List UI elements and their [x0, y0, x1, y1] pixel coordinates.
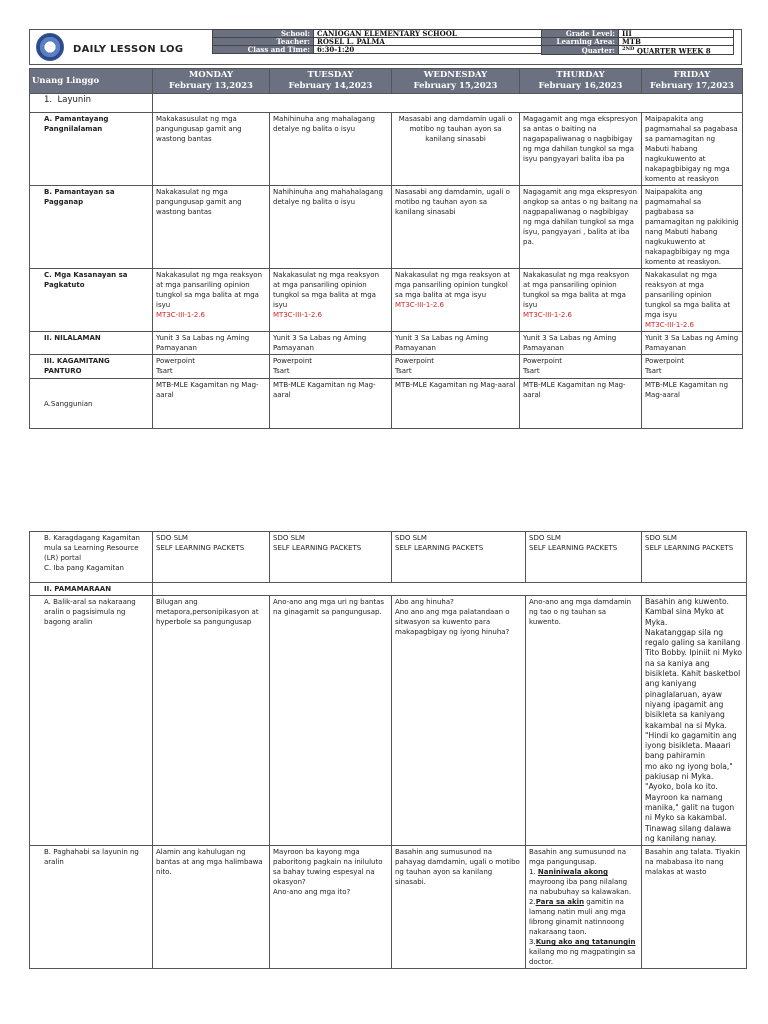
- cell: MTB-MLE Kagamitan ng Mag-aaral: [520, 379, 642, 429]
- cell: Nakakasulat ng mga reaksyon at mga pansariling opinion tungkol sa mga balita at mga isyu MT3C-III-1-2.6: [520, 269, 642, 332]
- row-label-nilalaman: II. NILALAMAN: [30, 332, 153, 355]
- row-label-pamamaraan: II. PAMAMARAAN: [30, 583, 153, 596]
- day-header-wednesday: WEDNESDAY February 15,2023: [392, 69, 520, 94]
- cell: Mahihinuha ang mahalagang detalye ng balita o isyu: [270, 113, 392, 186]
- competency-code: MT3C-III-1-2.6: [523, 311, 573, 319]
- section-layunin: 1. Layunin: [30, 94, 153, 113]
- cell: Basahin ang sumusunod na mga pangungusap. 1. Naniniwala akong mayroong iba pang nilalang na nabubuhay sa kalawakan. 2.Para sa akin gamitin na lamang natin muli ang mga librong ginamit natinnoong nakaraang taon. 3.Kung ako ang tatanungin kailang mo ng magpatingin sa doctor.: [526, 846, 642, 969]
- cell: Powerpoint Tsart: [520, 355, 642, 379]
- cell: Masasabi ang damdamin ugali o motibo ng tauhan ayon sa kanilang sinasabi: [392, 113, 520, 186]
- grade-info-table: Grade Level: III Learning Area: MTB Quarter: $^{2ND}$ QUARTER WEEK 8: [541, 29, 734, 55]
- row-label-mga-kasanayan: C. Mga Kasanayan sa Pagkatuto: [30, 269, 153, 332]
- cell: SDO SLM SELF LEARNING PACKETS: [270, 532, 392, 583]
- cell: SDO SLM SELF LEARNING PACKETS: [642, 532, 747, 583]
- cell: Yunit 3 Sa Labas ng Aming Pamayanan: [520, 332, 642, 355]
- cell: Bilugan ang metapora,personipikasyon at hyperbole sa pangungusap: [153, 596, 270, 846]
- row-label-kagamitang-panturo: III. KAGAMITANG PANTURO: [30, 355, 153, 379]
- quarter: $^{2ND}$ QUARTER WEEK 8: [619, 46, 734, 55]
- row-label-paghahabi: B. Paghahabi sa layunin ng aralin: [30, 846, 153, 969]
- cell: Nakakasulat ng mga reaksyon at mga pansariling opinion tungkol sa mga balita at mga isyu MT3C-III-1-2.6: [270, 269, 392, 332]
- cell: Yunit 3 Sa Labas ng Aming Pamayanan: [153, 332, 270, 355]
- day-header-tuesday: TUESDAY February 14,2023: [270, 69, 392, 94]
- learning-area: MTB: [619, 38, 734, 46]
- cell: Powerpoint Tsart: [392, 355, 520, 379]
- row-label-pamantayan-sa-pagganap: B. Pamantayan sa Pagganap: [30, 186, 153, 269]
- cell: SDO SLM SELF LEARNING PACKETS: [526, 532, 642, 583]
- day-header-friday: FRIDAY February 17,2023: [642, 69, 743, 94]
- document-title: DAILY LESSON LOG: [73, 44, 184, 55]
- cell: Abo ang hinuha? Ano ano ang mga palatandaan o sitwasyon sa kuwento para makapagbigay ng iyong hinuha?: [392, 596, 526, 846]
- cell: SDO SLM SELF LEARNING PACKETS: [392, 532, 526, 583]
- row-label-karagdagang-kagamitan: B. Karagdagang Kagamitan mula sa Learning Resource (LR) portal C. Iba pang Kagamitan: [30, 532, 153, 583]
- teacher-name: ROSEL L. PALMA: [314, 38, 543, 46]
- cell: Powerpoint Tsart: [642, 355, 743, 379]
- class-time: 6:30-1:20: [314, 46, 543, 54]
- cell: SDO SLM SELF LEARNING PACKETS: [153, 532, 270, 583]
- week-label: Unang Linggo: [30, 69, 153, 94]
- cell: Yunit 3 Sa Labas ng Aming Pamayanan: [392, 332, 520, 355]
- school-name: CANIOGAN ELEMENTARY SCHOOL: [314, 30, 543, 38]
- cell: Yunit 3 Sa Labas ng Aming Pamayanan: [642, 332, 743, 355]
- competency-code: MT3C-III-1-2.6: [156, 311, 206, 319]
- cell: Ano-ano ang mga damdamin ng tao o ng tauhan sa kuwento.: [526, 596, 642, 846]
- cell: Mayroon ba kayong mga paboritong pagkain na iniluluto sa bahay tuwing espesyal na okasyon? Ano-ano ang mga ito?: [270, 846, 392, 969]
- cell: Magagamit ang mga ekspresyon sa antas o baiting na nagapapaliwanag o nagbibigay ng mga dahilan tungkol sa mga isyu pangyayari balita iba pa: [520, 113, 642, 186]
- cell: Nakakasulat ng mga reaksyon at mga pansariling opinion tungkol sa mga balita at mga isyu MT3C-III-1-2.6: [642, 269, 743, 332]
- cell: Yunit 3 Sa Labas ng Aming Pamayanan: [270, 332, 392, 355]
- cell: Powerpoint Tsart: [270, 355, 392, 379]
- cell: Nakakasulat ng mga reaksyon at mga pansariling opinion tungkol sa mga balita at mga isyu MT3C-III-1-2.6: [392, 269, 520, 332]
- story-cell: Basahin ang kuwento. Kambal sina Myko at Myka. Nakatanggap sila ng regalo galing sa kanilang Tito Bobby. Ipiniit ni Myko na sa kaniya ang bisikleta. Kahit basketbol ang kaniyang pinaglalaruan, ayaw niyang ipagamit ang bisikleta sa kaniyang kakambal na si Myka. "Hindi ko gagamitin ang iyong bisikleta. Maaari bang pahiramin mo ako ng iyong bola," pakiusap ni Myka. "Ayoko, bola ko ito. Mayroon ka namang manika," galit na tugon ni Myko sa kakambal. Tinawag silang dalawa ng kanilang nanay.: [642, 596, 747, 846]
- lesson-table-1: [29, 68, 743, 429]
- grade-level: III: [619, 30, 734, 38]
- cell: Nakakasulat ng mga pangungusap gamit ang wastong bantas: [153, 186, 270, 269]
- day-header-monday: MONDAY February 13,2023: [153, 69, 270, 94]
- cell: Basahin ang sumusunod na pahayag damdamin, ugali o motibo ng tauhan ayon sa kanilang sinasabi.: [392, 846, 526, 969]
- cell: Maipapakita ang pagmamahal sa pagabasa sa pamamagitan ng Mabuti habang nagkukuwento at nakapagbibigay ng mga komento at reaskyon: [642, 113, 743, 186]
- cell: Basahin ang talata. Tiyakin na mababasa ito nang malakas at wasto: [642, 846, 747, 969]
- cell: Naipapakita ang pagmamahal sa pagbabasa sa pamamagitan ng pakikinig nang Mabuti habang nagkukuwento at nakapagbibigay ng mga komento at reaskyon.: [642, 186, 743, 269]
- row-label-balik-aral: A. Balik-aral sa nakaraang aralin o pagsisimula ng bagong aralin: [30, 596, 153, 846]
- competency-code: MT3C-III-1-2.6: [395, 301, 445, 309]
- competency-code: MT3C-III-1-2.6: [273, 311, 323, 319]
- competency-code: MT3C-III-1-2.6: [645, 321, 695, 329]
- cell: Makakasusulat ng mga pangungusap gamit ang wastong bantas: [153, 113, 270, 186]
- lesson-table-2: [29, 531, 747, 969]
- day-header-thursday: THURDAY February 16,2023: [520, 69, 642, 94]
- cell: Powerpoint Tsart: [153, 355, 270, 379]
- cell: Nagagamit ang mga ekspresyon angkop sa antas o ng baitang na nagpapaliwanag o nagbibigay ng mga dahilan tungkol sa mga isyu, pangyayari , balita at iba pa.: [520, 186, 642, 269]
- school-info-table: School: CANIOGAN ELEMENTARY SCHOOL Teacher: ROSEL L. PALMA Class and Time: 6:30-1:20: [212, 29, 543, 54]
- cell: Nasasabi ang damdamin, ugali o motibo ng tauhan ayon sa kanilang sinasabi: [392, 186, 520, 269]
- row-label-sanggunian: A.Sanggunian: [30, 379, 153, 429]
- cell: Nakakasulat ng mga reaksyon at mga pansariling opinion tungkol sa mga balita at mga isyu MT3C-III-1-2.6: [153, 269, 270, 332]
- school-logo-icon: [36, 33, 64, 61]
- cell: Nahihinuha ang mahahalagang detalye ng balita o isyu: [270, 186, 392, 269]
- cell: MTB-MLE Kagamitan ng Mag-aaral: [642, 379, 743, 429]
- row-label-pamantayang-pangnilalaman: A. Pamantayang Pangnilalaman: [30, 113, 153, 186]
- cell: Alamin ang kahulugan ng bantas at ang mga halimbawa nito.: [153, 846, 270, 969]
- cell: MTB-MLE Kagamitan ng Mag-aaral: [392, 379, 520, 429]
- cell: MTB-MLE Kagamitan ng Mag-aaral: [270, 379, 392, 429]
- cell: MTB-MLE Kagamitan ng Mag-aaral: [153, 379, 270, 429]
- cell: Ano-ano ang mga uri ng bantas na ginagamit sa pangungusap.: [270, 596, 392, 846]
